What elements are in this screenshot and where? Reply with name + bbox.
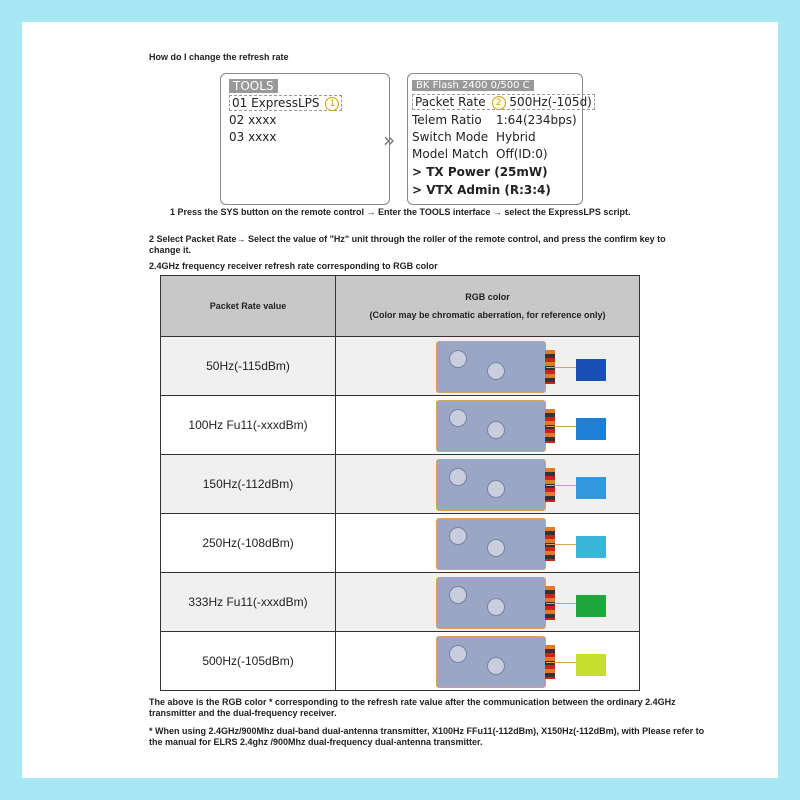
- receiver-image-cell: [336, 573, 640, 632]
- receiver-board-image: [436, 577, 546, 629]
- tx-power-label: > TX Power (25mW): [412, 165, 548, 179]
- rgb-swatch: [576, 477, 606, 499]
- tools-item-3: 03 xxxx: [229, 130, 277, 144]
- rate-cell: 500Hz(-105dBm): [161, 632, 336, 691]
- expresslrs-screen: [407, 73, 592, 205]
- rate-cell: 50Hz(-115dBm): [161, 337, 336, 396]
- receiver-board-image: [436, 636, 546, 688]
- table-row: [161, 396, 640, 455]
- chevron-right-icon: »: [383, 128, 396, 152]
- tools-header: TOOLS: [229, 79, 278, 93]
- receiver-image-cell: [336, 632, 640, 691]
- document-page: [22, 22, 778, 778]
- switch-mode-value: Hybrid: [496, 130, 536, 144]
- model-match-value: Off(ID:0): [496, 147, 548, 161]
- rgb-table: [160, 275, 640, 691]
- arrow-line: [546, 662, 576, 663]
- step-marker-1: 1: [325, 97, 339, 111]
- telem-ratio-value: 1:64(234bps): [496, 113, 577, 127]
- col-rgb-header: [336, 276, 640, 337]
- receiver-image-cell: [336, 337, 640, 396]
- rate-cell: 250Hz(-108dBm): [161, 514, 336, 573]
- receiver-board-image: [436, 518, 546, 570]
- rgb-swatch: [576, 536, 606, 558]
- packet-rate-label: Packet Rate: [415, 95, 486, 109]
- rate-cell: 333Hz Fu11(-xxxdBm): [161, 573, 336, 632]
- tools-item-2: 02 xxxx: [229, 113, 277, 127]
- rgb-header-title: RGB color: [465, 292, 510, 302]
- arrow-line: [546, 485, 576, 486]
- step-marker-2: 2: [492, 96, 506, 110]
- col-packet-rate-header: Packet Rate value: [161, 276, 336, 337]
- footer-note-2: * When using 2.4GHz/900Mhz dual-band dual-antenna transmitter, X100Hz FFu11(-112dBm), X150Hz(-112dBm), with Please refer to the manual for ELRS 2.4ghz /900Mhz dual-frequency dual-antenna transmitter.: [149, 726, 705, 747]
- table-row: [161, 337, 640, 396]
- rgb-swatch: [576, 654, 606, 676]
- telem-ratio-label: Telem Ratio: [412, 113, 482, 127]
- rgb-subheading: 2.4GHz frequency receiver refresh rate corresponding to RGB color: [149, 261, 438, 271]
- receiver-image-cell: [336, 455, 640, 514]
- arrow-line: [546, 603, 576, 604]
- model-match-label: Model Match: [412, 147, 489, 161]
- table-row: [161, 455, 640, 514]
- table-row: [161, 573, 640, 632]
- rgb-swatch: [576, 359, 606, 381]
- rgb-swatch: [576, 418, 606, 440]
- step-1-text: 1 Press the SYS button on the remote control → Enter the TOOLS interface → select the ExpressLPS script.: [170, 207, 631, 217]
- page-heading: How do I change the refresh rate: [149, 52, 289, 62]
- arrow-line: [546, 426, 576, 427]
- rgb-header-note: (Color may be chromatic aberration, for reference only): [369, 310, 606, 320]
- rate-cell: 100Hz Fu11(-xxxdBm): [161, 396, 336, 455]
- switch-mode-label: Switch Mode: [412, 130, 489, 144]
- tools-item-1: 01 ExpressLPS: [232, 96, 320, 110]
- lcd-header: BK Flash 2400 0/500 C: [412, 80, 534, 91]
- receiver-board-image: [436, 459, 546, 511]
- packet-rate-value: 500Hz(-105d): [509, 95, 592, 109]
- table-row: [161, 632, 640, 691]
- arrow-line: [546, 367, 576, 368]
- vtx-admin-label: > VTX Admin (R:3:4): [412, 183, 551, 197]
- rate-cell: 150Hz(-112dBm): [161, 455, 336, 514]
- rgb-swatch: [576, 595, 606, 617]
- receiver-board-image: [436, 341, 546, 393]
- step-2-text: 2 Select Packet Rate→ Select the value of "Hz" unit through the roller of the remote control, and press the confirm key to change it.: [149, 234, 666, 255]
- table-row: [161, 514, 640, 573]
- arrow-line: [546, 544, 576, 545]
- receiver-image-cell: [336, 514, 640, 573]
- receiver-image-cell: [336, 396, 640, 455]
- tools-screen: [220, 73, 390, 205]
- receiver-board-image: [436, 400, 546, 452]
- footer-note-1: The above is the RGB color * corresponding to the refresh rate value after the communication between the ordinary 2.4GHz transmitter and the dual-frequency receiver.: [149, 697, 676, 718]
